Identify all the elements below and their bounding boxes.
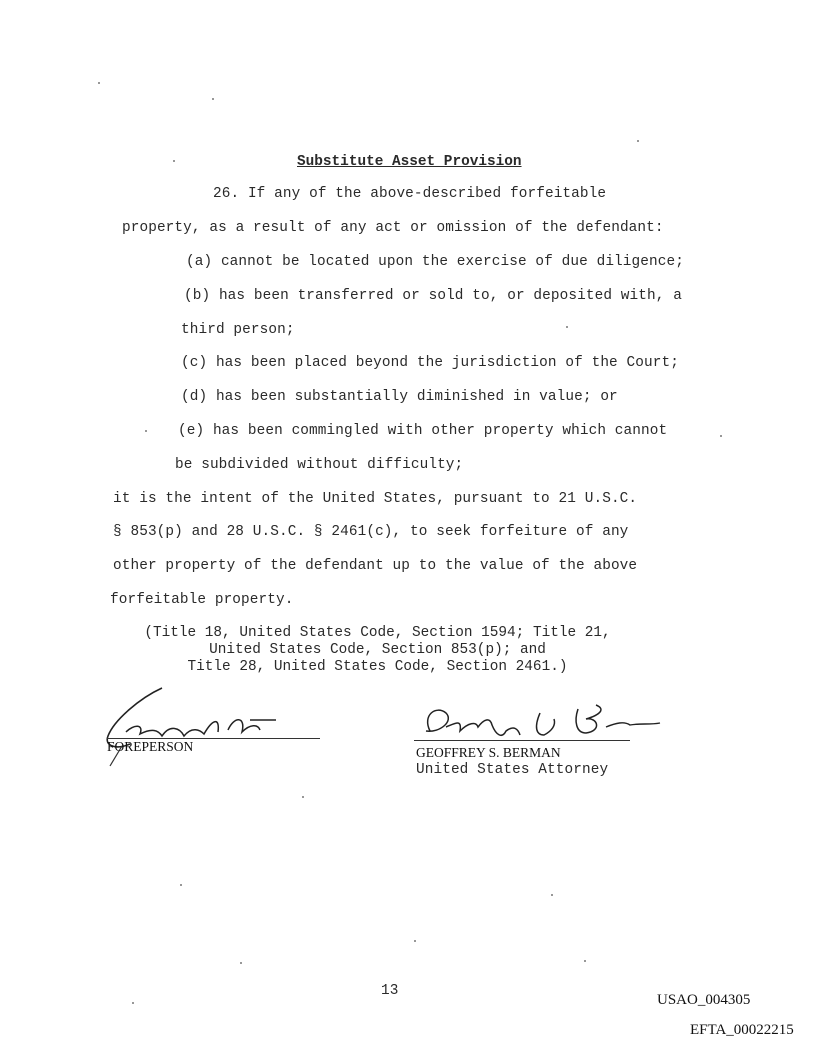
- scan-speck: [584, 960, 586, 962]
- scan-speck: [302, 796, 304, 798]
- scan-speck: [637, 140, 639, 142]
- closing-line: § 853(p) and 28 U.S.C. § 2461(c), to seek forfeiture of any: [113, 524, 629, 540]
- paragraph-line: 26. If any of the above-described forfeitable: [213, 186, 607, 202]
- scan-speck: [720, 435, 722, 437]
- closing-line: other property of the defendant up to the value of the above: [113, 558, 638, 574]
- scan-speck: [98, 82, 100, 84]
- list-item: (d) has been substantially diminished in value; or: [181, 389, 618, 405]
- scan-speck: [173, 160, 175, 162]
- scan-speck: [212, 98, 214, 100]
- list-item: (a) cannot be located upon the exercise of due diligence;: [186, 254, 684, 270]
- list-item: (e) has been commingled with other property which cannot: [178, 423, 668, 439]
- closing-line: it is the intent of the United States, pursuant to 21 U.S.C.: [113, 491, 638, 507]
- foreperson-label: FOREPERSON: [107, 739, 194, 754]
- list-item: third person;: [181, 322, 295, 338]
- foreperson-signature: [100, 680, 290, 780]
- scan-speck: [145, 430, 147, 432]
- scan-speck: [414, 940, 416, 942]
- paragraph-line: property, as a result of any act or omission of the defendant:: [122, 220, 664, 236]
- citation-line: Title 28, United States Code, Section 2461.): [187, 659, 568, 675]
- closing-line: forfeitable property.: [110, 592, 294, 608]
- scan-speck: [132, 1002, 134, 1004]
- scan-speck: [551, 894, 553, 896]
- list-item: (b) has been transferred or sold to, or deposited with, a: [184, 288, 682, 304]
- bates-stamp-efta: EFTA_00022215: [690, 1022, 794, 1038]
- signature-line-right: [414, 740, 630, 741]
- attorney-name: GEOFFREY S. BERMAN: [416, 745, 561, 760]
- citation-line: United States Code, Section 853(p); and: [209, 642, 546, 658]
- list-item: (c) has been placed beyond the jurisdiction of the Court;: [181, 355, 679, 371]
- attorney-title: United States Attorney: [416, 762, 609, 778]
- scan-speck: [240, 962, 242, 964]
- scan-speck: [566, 326, 568, 328]
- list-item: be subdivided without difficulty;: [175, 457, 464, 473]
- page-number: 13: [381, 983, 399, 999]
- bates-stamp-usao: USAO_004305: [657, 992, 751, 1008]
- scan-speck: [180, 884, 182, 886]
- section-heading: Substitute Asset Provision: [297, 154, 522, 170]
- citation-line: (Title 18, United States Code, Section 1594; Title 21,: [144, 625, 611, 641]
